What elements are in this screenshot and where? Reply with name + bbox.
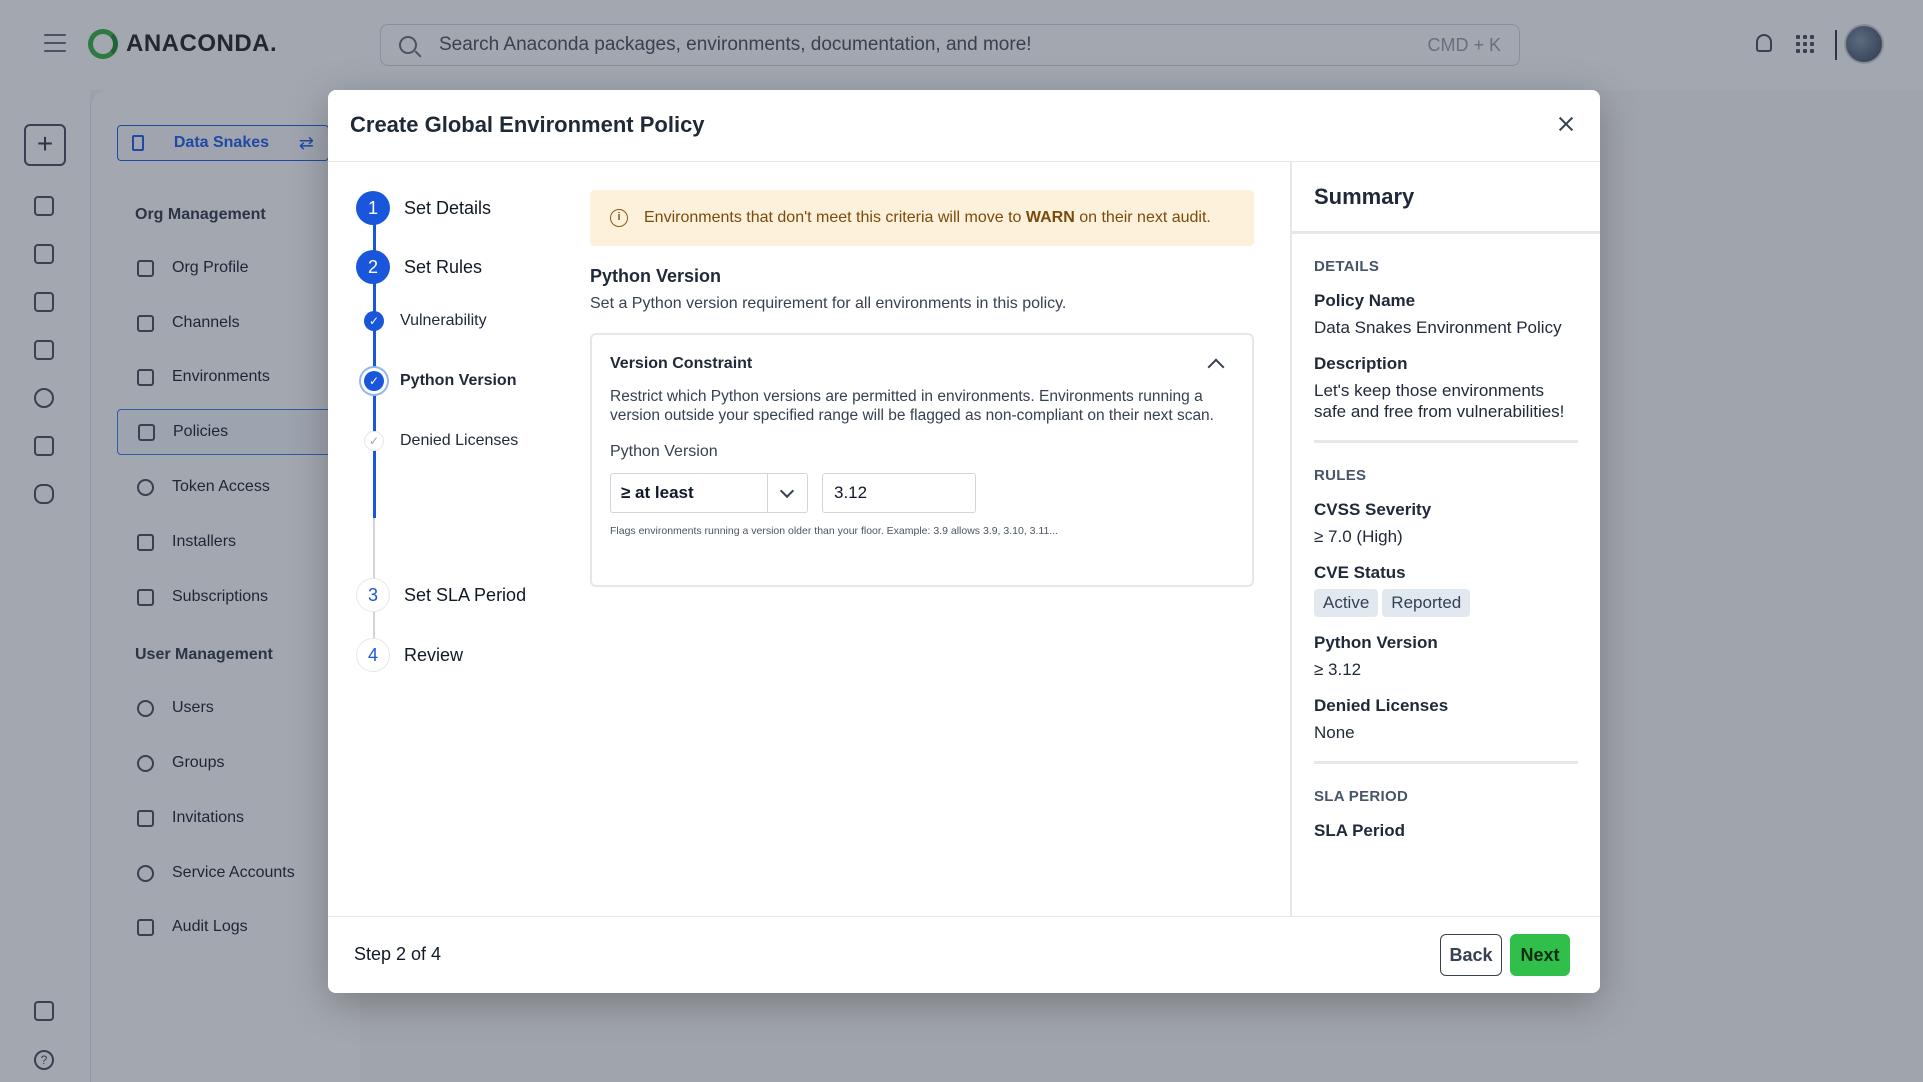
substep-label: Vulnerability: [400, 312, 487, 329]
status-badge: Active: [1314, 589, 1378, 617]
step-number: 4: [356, 638, 390, 672]
summary-python-value: ≥ 3.12: [1314, 660, 1362, 679]
card-title: Version Constraint: [610, 355, 753, 372]
sidebar-item-label: Token Access: [172, 478, 270, 495]
operator-select-value: ≥ at least: [621, 483, 694, 502]
next-button[interactable]: Next: [1510, 934, 1570, 976]
sidebar-item-label: Policies: [173, 423, 229, 440]
step-label: Review: [404, 644, 464, 665]
modal-title: Create Global Environment Policy: [350, 112, 705, 137]
sidebar-item-label: Service Accounts: [172, 864, 295, 881]
check-icon: ✓: [364, 431, 384, 451]
search-placeholder: Search Anaconda packages, environments, documentation, and more!: [439, 34, 1032, 55]
step-label: Set Rules: [404, 256, 483, 277]
sidebar-item-label: Audit Logs: [172, 918, 248, 935]
python-version-label: Python Version: [610, 443, 718, 460]
section-description: Set a Python version requirement for all environments in this policy.: [590, 295, 1067, 312]
helper-text: Flags environments running a version older than your floor. Example: 3.9 allows 3.9, 3.10, 3.11...: [610, 525, 1059, 537]
sidebar-item-label: Invitations: [172, 809, 245, 826]
sidebar-item-label: Groups: [172, 754, 225, 771]
summary-description-key: Description: [1314, 354, 1408, 373]
sidebar-item-label: Environments: [172, 368, 270, 385]
back-button[interactable]: Back: [1440, 934, 1502, 976]
substep-denied-licenses[interactable]: [364, 431, 518, 451]
summary-policy-name-key: Policy Name: [1314, 291, 1416, 310]
summary-cvss-value: ≥ 7.0 (High): [1314, 527, 1403, 546]
summary-title: Summary: [1292, 162, 1600, 234]
step-review[interactable]: [356, 638, 463, 672]
warning-banner: [590, 190, 1254, 246]
chevron-down-icon: [780, 484, 794, 498]
summary-cve-key: CVE Status: [1314, 563, 1406, 582]
substep-label: Denied Licenses: [400, 432, 519, 449]
summary-details-heading: DETAILS: [1314, 258, 1380, 275]
swap-icon: ⇄: [298, 132, 314, 153]
step-set-rules[interactable]: [356, 250, 482, 284]
card-description: Restrict which Python versions are permitted in environments. Environments running a version outside your specified range will be flagged as non-compliant on their next scan.: [610, 388, 1214, 424]
summary-divider: [1314, 761, 1578, 764]
summary-description-value: Let's keep those environments safe and free from vulnerabilities!: [1314, 381, 1565, 421]
summary-panel: [1290, 162, 1600, 916]
wizard-stepper: [356, 190, 576, 690]
version-input[interactable]: [822, 473, 976, 513]
sidebar-item-label: Users: [172, 699, 214, 716]
cve-status-badges: [1314, 589, 1578, 617]
substep-vulnerability[interactable]: [364, 311, 487, 331]
step-set-details[interactable]: [356, 191, 491, 225]
sidebar-item-label: Channels: [172, 314, 240, 331]
nav-heading-user: User Management: [135, 646, 273, 663]
substep-label: Python Version: [400, 372, 517, 389]
summary-cvss-key: CVSS Severity: [1314, 500, 1432, 519]
warning-text-post: on their next audit.: [1079, 209, 1211, 226]
section-title: Python Version: [590, 266, 722, 286]
summary-divider: [1314, 440, 1578, 443]
nav-heading-org: Org Management: [135, 206, 266, 223]
check-icon: ✓: [364, 311, 384, 331]
version-field-row: [610, 473, 1234, 513]
step-label: Set Details: [404, 197, 492, 218]
summary-licenses-key: Denied Licenses: [1314, 696, 1449, 715]
operator-select[interactable]: [610, 473, 808, 513]
step-number: 1: [356, 191, 390, 225]
help-icon[interactable]: ?: [34, 1050, 54, 1070]
step-number: 3: [356, 578, 390, 612]
step-count: Step 2 of 4: [354, 944, 442, 964]
step-set-sla-period[interactable]: [356, 578, 526, 612]
summary-sla-heading: SLA PERIOD: [1314, 788, 1409, 805]
logo-text: ANACONDA.: [126, 30, 278, 57]
plus-icon[interactable]: +: [24, 124, 66, 166]
summary-rules-heading: RULES: [1314, 467, 1367, 484]
summary-licenses-value: None: [1314, 723, 1355, 742]
summary-body: [1292, 258, 1600, 841]
substep-python-version[interactable]: [364, 371, 516, 391]
summary-policy-name-value: Data Snakes Environment Policy: [1314, 318, 1562, 337]
warning-text-strong: WARN: [1025, 209, 1075, 226]
create-policy-modal: [328, 90, 1600, 993]
info-icon: i: [610, 209, 628, 227]
sidebar-item-label: Subscriptions: [172, 588, 269, 605]
status-badge: Reported: [1382, 589, 1470, 617]
sidebar-item-label: Org Profile: [172, 259, 249, 276]
sidebar-item-label: Installers: [172, 533, 237, 550]
modal-footer: [328, 916, 1600, 993]
check-icon: ✓: [364, 371, 384, 391]
search-shortcut: CMD + K: [1427, 34, 1501, 55]
step-content: [590, 190, 1254, 587]
org-switcher-label: Data Snakes: [173, 134, 270, 151]
summary-python-key: Python Version: [1314, 633, 1438, 652]
step-number: 2: [356, 250, 390, 284]
close-icon[interactable]: [1554, 112, 1578, 136]
warning-text-pre: Environments that don't meet this criteria will move to: [644, 209, 1022, 226]
modal-header: [328, 90, 1600, 162]
step-label: Set SLA Period: [404, 584, 527, 605]
warning-text: [644, 209, 1211, 227]
version-constraint-card: [590, 333, 1254, 587]
select-caret[interactable]: [767, 474, 807, 512]
summary-sla-key: SLA Period: [1314, 821, 1405, 840]
